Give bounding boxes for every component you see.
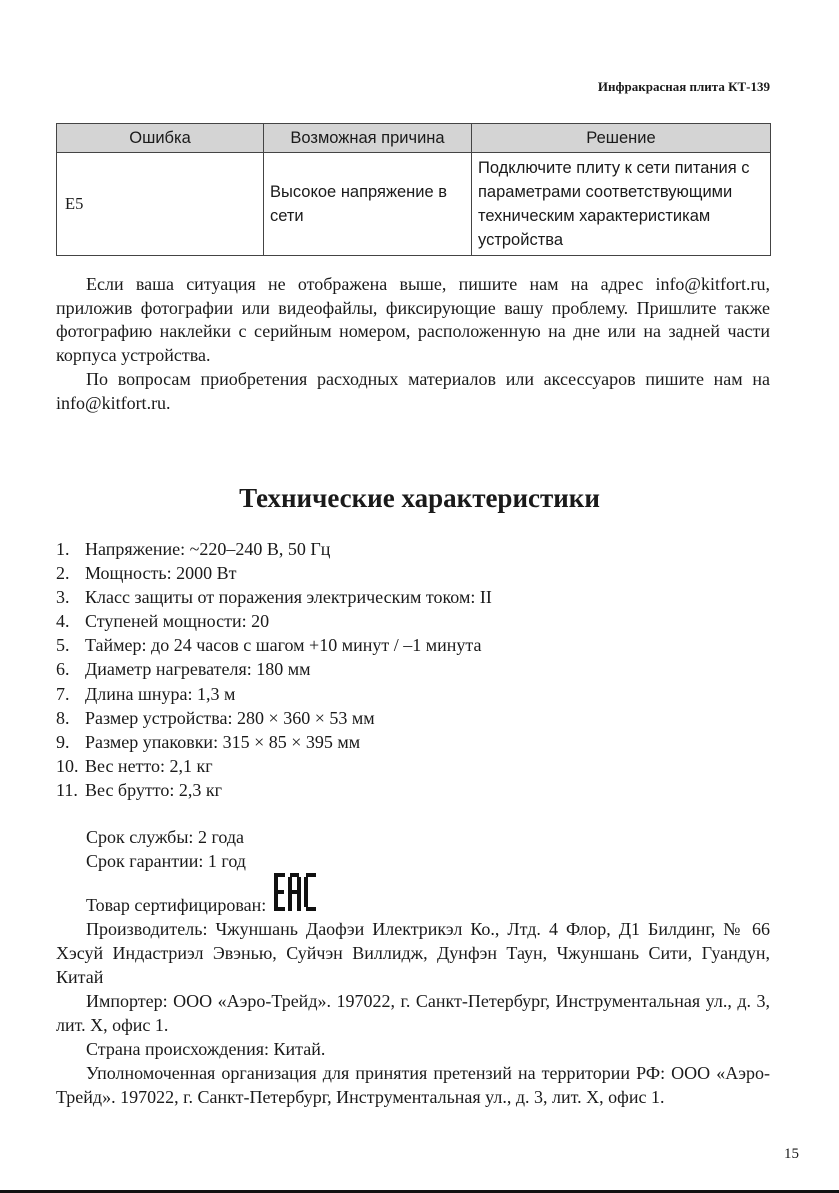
list-item [56, 778, 492, 802]
list-item-text: Размер упаковки: 315 × 85 × 395 мм [85, 731, 361, 752]
list-item-number: 3. [56, 587, 70, 608]
authorized-org-paragraph: Уполномоченная организация для принятия претензий на территории РФ: ООО «Аэро-Трейд». 197022, г. Санкт-Петербург, Инструментальная ул., д. 3, лит. Х, офис 1. [56, 1063, 770, 1107]
list-item-number: 4. [56, 611, 70, 632]
origin-paragraph: Страна происхождения: Китай. [86, 1039, 326, 1059]
list-item [56, 754, 492, 778]
list-item-number: 10. [56, 755, 79, 776]
service-life-line: Срок службы: 2 года [86, 827, 245, 847]
eac-mark-icon [273, 873, 317, 917]
list-item-text: Диаметр нагревателя: 180 мм [85, 659, 311, 680]
list-item-number: 11. [56, 779, 78, 800]
support-note-paragraph: Если ваша ситуация не отображена выше, пишите нам на адрес info@kitfort.ru, приложив фотографии или видеофайлы, фиксирующие вашу проблему. Пришлите также фотографию наклейки с серийным номером, расположенную на дне или на задней части корпуса устройства. [56, 274, 770, 365]
list-item-text: Ступеней мощности: 20 [85, 611, 270, 632]
list-item [56, 585, 492, 609]
list-item-text: Таймер: до 24 часов с шагом +10 минут / –1 минута [85, 635, 482, 656]
column-header-error: Ошибка [57, 124, 264, 153]
warranty-line: Срок гарантии: 1 год [86, 851, 246, 871]
certification-label: Товар сертифицирован: [86, 895, 267, 915]
accessories-note-paragraph: По вопросам приобретения расходных материалов или аксессуаров пишите нам на info@kitfort.ru. [56, 369, 770, 413]
manufacturer-paragraph: Производитель: Чжуншань Даофэи Илектрикэл Ко., Лтд. 4 Флор, Д1 Билдинг, № 66 Хэсуй Индастриэл Эвэнью, Суйчэн Виллидж, Дунфэн Таун, Чжуншань Сити, Гуандун, Китай [56, 919, 770, 987]
list-item-text: Напряжение: ~220–240 В, 50 Гц [85, 539, 331, 559]
list-item-text: Размер устройства: 280 × 360 × 53 мм [85, 707, 375, 728]
error-table-header-row [57, 124, 771, 153]
certification-line [56, 873, 770, 917]
list-item [56, 657, 492, 681]
list-item-number: 6. [56, 659, 70, 680]
list-item-text: Мощность: 2000 Вт [85, 563, 237, 584]
error-table [56, 123, 771, 256]
list-item [56, 609, 492, 633]
list-item [56, 633, 492, 657]
page-number: 15 [784, 1146, 799, 1162]
list-item [56, 730, 492, 754]
product-info-block [56, 825, 770, 1109]
specs-list [56, 537, 492, 802]
list-item [56, 682, 492, 706]
document-header: Инфракрасная плита КТ-139 [597, 79, 770, 94]
list-item [56, 561, 492, 585]
list-item-number: 7. [56, 683, 70, 704]
list-item [56, 706, 492, 730]
list-item-number: 5. [56, 635, 70, 656]
solution-cell: Подключите плиту к сети питания с параметрами соответствующими техническим характеристикам устройства [472, 153, 771, 256]
column-header-cause: Возможная причина [264, 124, 472, 153]
cause-cell: Высокое напряжение в сети [264, 153, 472, 256]
list-item-number: 2. [56, 563, 70, 584]
list-item-text: Класс защиты от поражения электрическим током: II [85, 587, 492, 608]
importer-paragraph: Импортер: ООО «Аэро-Трейд». 197022, г. Санкт-Петербург, Инструментальная ул., д. 3, лит. Х, офис 1. [56, 991, 770, 1035]
specs-title: Технические характеристики [239, 483, 600, 513]
eac-mark-svg [273, 873, 317, 911]
list-item [56, 537, 492, 561]
list-item-number: 1. [56, 539, 70, 559]
list-item-text: Длина шнура: 1,3 м [85, 683, 236, 704]
list-item-text: Вес нетто: 2,1 кг [85, 755, 213, 776]
column-header-solution: Решение [472, 124, 771, 153]
list-item-text: Вес брутто: 2,3 кг [85, 779, 222, 800]
list-item-number: 9. [56, 731, 70, 752]
table-row [57, 153, 771, 256]
list-item-number: 8. [56, 707, 70, 728]
error-code-cell: E5 [57, 153, 264, 256]
